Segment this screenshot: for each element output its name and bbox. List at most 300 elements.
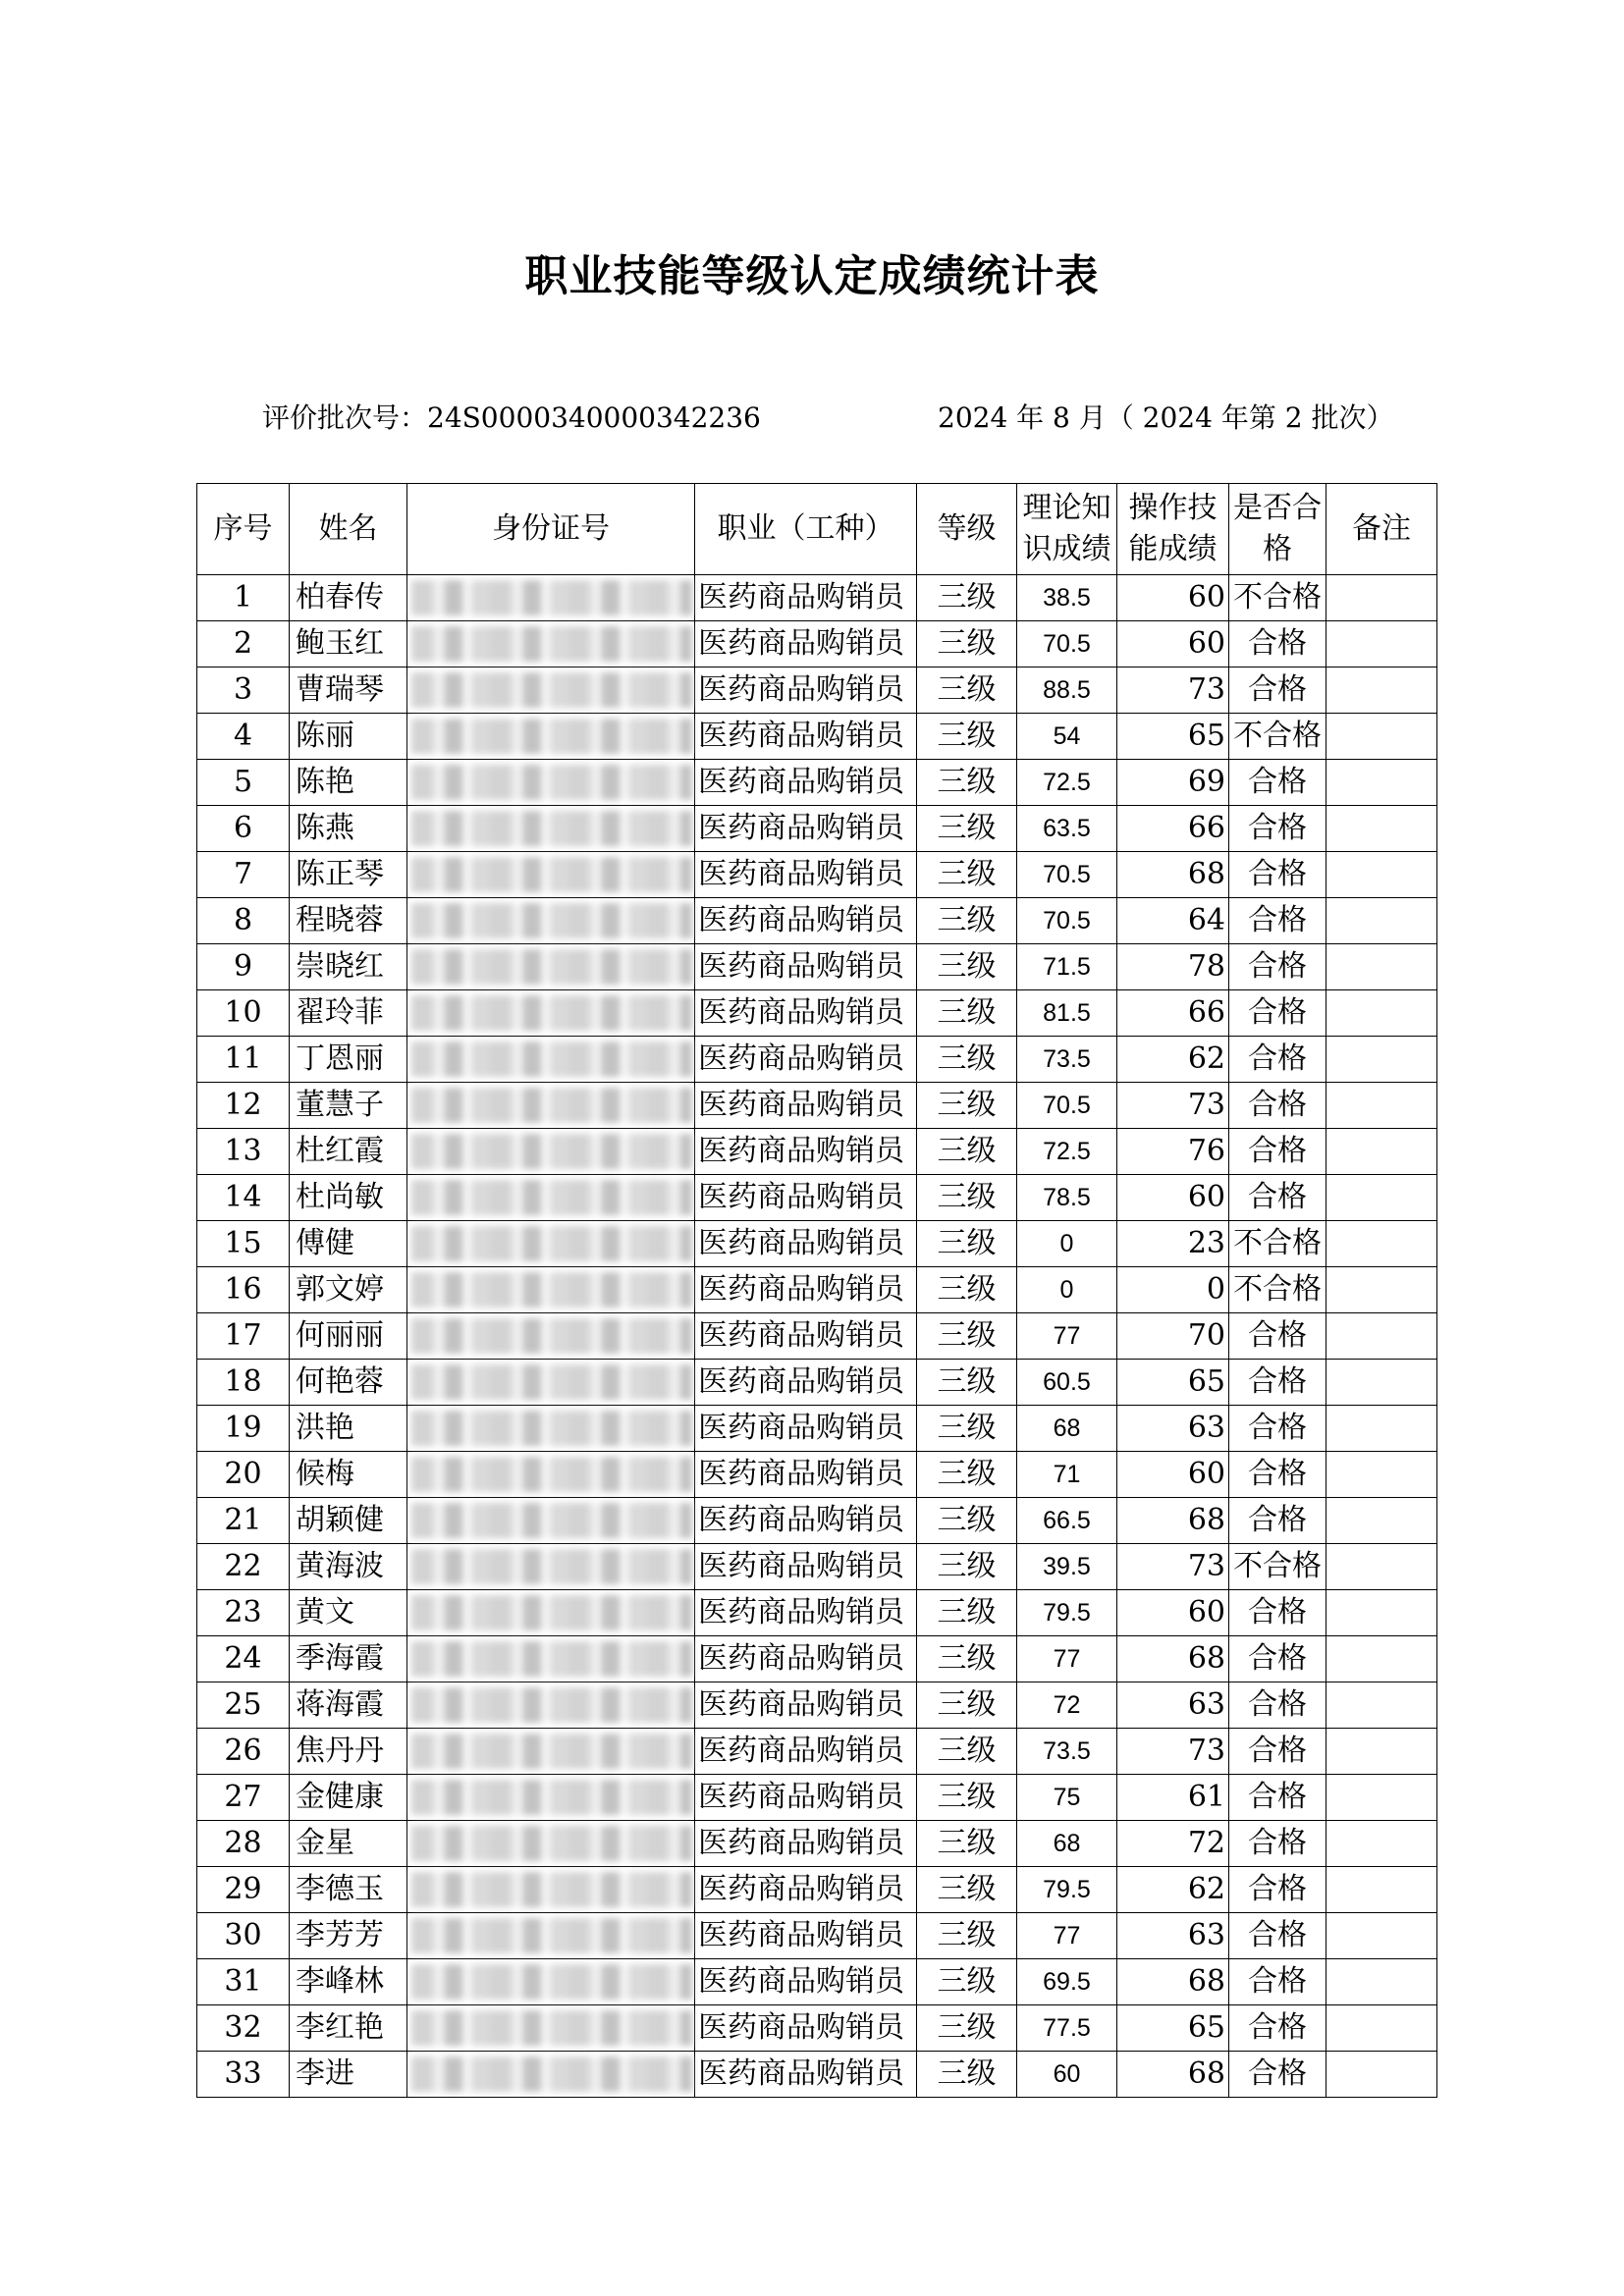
table-row (197, 1175, 1437, 1221)
redacted-id-number (411, 811, 692, 846)
cell-result: 合格 (1229, 898, 1326, 944)
cell-level: 三级 (917, 1037, 1017, 1083)
cell-theory-score: 70.5 (1017, 621, 1117, 667)
cell-result: 合格 (1229, 1867, 1326, 1913)
cell-no: 1 (197, 575, 290, 621)
cell-theory-score: 73.5 (1017, 1037, 1117, 1083)
cell-theory-score: 70.5 (1017, 852, 1117, 898)
cell-remark (1326, 1175, 1437, 1221)
cell-theory-score: 78.5 (1017, 1175, 1117, 1221)
cell-result: 合格 (1229, 667, 1326, 714)
cell-practical-score: 68 (1117, 852, 1229, 898)
cell-name: 丁恩丽 (290, 1037, 407, 1083)
cell-theory-score: 77 (1017, 1636, 1117, 1682)
cell-occupation: 医药商品购销员 (695, 1452, 917, 1498)
cell-remark (1326, 1775, 1437, 1821)
cell-remark (1326, 714, 1437, 760)
redacted-id-number (411, 1918, 692, 1953)
cell-practical-score: 63 (1117, 1682, 1229, 1729)
cell-name: 金星 (290, 1821, 407, 1867)
table-row (197, 1313, 1437, 1360)
cell-result: 合格 (1229, 1129, 1326, 1175)
table-row (197, 1452, 1437, 1498)
cell-result: 合格 (1229, 1682, 1326, 1729)
redacted-id-number (411, 1780, 692, 1815)
cell-id-number (407, 1360, 695, 1406)
redacted-id-number (411, 1734, 692, 1769)
redacted-id-number (411, 903, 692, 938)
cell-remark (1326, 2005, 1437, 2052)
cell-no: 20 (197, 1452, 290, 1498)
cell-level: 三级 (917, 2052, 1017, 2098)
cell-occupation: 医药商品购销员 (695, 852, 917, 898)
cell-level: 三级 (917, 806, 1017, 852)
cell-level: 三级 (917, 1867, 1017, 1913)
cell-remark (1326, 1682, 1437, 1729)
cell-practical-score: 60 (1117, 621, 1229, 667)
cell-id-number (407, 1959, 695, 2005)
cell-practical-score: 73 (1117, 667, 1229, 714)
cell-result: 合格 (1229, 1729, 1326, 1775)
cell-name: 程晓蓉 (290, 898, 407, 944)
cell-level: 三级 (917, 621, 1017, 667)
table-row (197, 1729, 1437, 1775)
cell-id-number (407, 760, 695, 806)
cell-name: 焦丹丹 (290, 1729, 407, 1775)
table-row (197, 1037, 1437, 1083)
table-body (197, 575, 1437, 2098)
table-row (197, 1406, 1437, 1452)
cell-id-number (407, 1452, 695, 1498)
cell-remark (1326, 1037, 1437, 1083)
cell-remark (1326, 1913, 1437, 1959)
cell-result: 不合格 (1229, 1544, 1326, 1590)
cell-remark (1326, 1867, 1437, 1913)
cell-level: 三级 (917, 1360, 1017, 1406)
cell-remark (1326, 806, 1437, 852)
redacted-id-number (411, 2056, 692, 2092)
cell-result: 合格 (1229, 990, 1326, 1037)
cell-level: 三级 (917, 1959, 1017, 2005)
table-row (197, 575, 1437, 621)
cell-name: 蒋海霞 (290, 1682, 407, 1729)
cell-id-number (407, 944, 695, 990)
cell-occupation: 医药商品购销员 (695, 2005, 917, 2052)
cell-no: 10 (197, 990, 290, 1037)
redacted-id-number (411, 1641, 692, 1677)
cell-level: 三级 (917, 1221, 1017, 1267)
header-practical-score-label: 操作技能成绩 (1128, 491, 1218, 566)
cell-result: 不合格 (1229, 575, 1326, 621)
cell-no: 18 (197, 1360, 290, 1406)
cell-practical-score: 0 (1117, 1267, 1229, 1313)
cell-remark (1326, 1498, 1437, 1544)
cell-id-number (407, 1821, 695, 1867)
cell-level: 三级 (917, 1913, 1017, 1959)
redacted-id-number (411, 672, 692, 708)
cell-id-number (407, 1129, 695, 1175)
cell-no: 26 (197, 1729, 290, 1775)
cell-practical-score: 73 (1117, 1083, 1229, 1129)
redacted-id-number (411, 1041, 692, 1077)
cell-theory-score: 71.5 (1017, 944, 1117, 990)
redacted-id-number (411, 719, 692, 754)
cell-theory-score: 77 (1017, 1313, 1117, 1360)
cell-remark (1326, 1729, 1437, 1775)
redacted-id-number (411, 1180, 692, 1215)
table-row (197, 760, 1437, 806)
cell-name: 杜尚敏 (290, 1175, 407, 1221)
redacted-id-number (411, 1272, 692, 1308)
table-row (197, 1636, 1437, 1682)
cell-remark (1326, 1129, 1437, 1175)
cell-practical-score: 70 (1117, 1313, 1229, 1360)
cell-occupation: 医药商品购销员 (695, 1729, 917, 1775)
cell-id-number (407, 1221, 695, 1267)
cell-remark (1326, 575, 1437, 621)
cell-name: 翟玲菲 (290, 990, 407, 1037)
cell-result: 合格 (1229, 1360, 1326, 1406)
cell-id-number (407, 1037, 695, 1083)
cell-theory-score: 63.5 (1017, 806, 1117, 852)
redacted-id-number (411, 2010, 692, 2046)
cell-no: 12 (197, 1083, 290, 1129)
cell-result: 合格 (1229, 1175, 1326, 1221)
header-theory-score-label: 理论知识成绩 (1022, 491, 1111, 566)
cell-result: 合格 (1229, 1959, 1326, 2005)
cell-name: 陈艳 (290, 760, 407, 806)
cell-remark (1326, 1544, 1437, 1590)
cell-no: 22 (197, 1544, 290, 1590)
cell-practical-score: 73 (1117, 1729, 1229, 1775)
redacted-id-number (411, 1457, 692, 1492)
cell-occupation: 医药商品购销员 (695, 1775, 917, 1821)
cell-name: 黄海波 (290, 1544, 407, 1590)
cell-occupation: 医药商品购销员 (695, 806, 917, 852)
cell-id-number (407, 575, 695, 621)
cell-name: 何丽丽 (290, 1313, 407, 1360)
cell-occupation: 医药商品购销员 (695, 1913, 917, 1959)
cell-occupation: 医药商品购销员 (695, 1083, 917, 1129)
cell-result: 合格 (1229, 1083, 1326, 1129)
cell-id-number (407, 990, 695, 1037)
cell-occupation: 医药商品购销员 (695, 1498, 917, 1544)
cell-occupation: 医药商品购销员 (695, 898, 917, 944)
cell-id-number (407, 1867, 695, 1913)
cell-name: 陈燕 (290, 806, 407, 852)
cell-practical-score: 68 (1117, 1498, 1229, 1544)
cell-occupation: 医药商品购销员 (695, 990, 917, 1037)
cell-practical-score: 66 (1117, 990, 1229, 1037)
cell-id-number (407, 1313, 695, 1360)
cell-level: 三级 (917, 1175, 1017, 1221)
cell-id-number (407, 1544, 695, 1590)
cell-theory-score: 72.5 (1017, 760, 1117, 806)
cell-no: 5 (197, 760, 290, 806)
cell-occupation: 医药商品购销员 (695, 1267, 917, 1313)
header-name: 姓名 (290, 484, 407, 575)
cell-no: 9 (197, 944, 290, 990)
table-row (197, 1775, 1437, 1821)
cell-practical-score: 62 (1117, 1867, 1229, 1913)
cell-occupation: 医药商品购销员 (695, 944, 917, 990)
cell-id-number (407, 1682, 695, 1729)
cell-occupation: 医药商品购销员 (695, 1360, 917, 1406)
table-row (197, 1959, 1437, 2005)
redacted-id-number (411, 626, 692, 662)
cell-practical-score: 68 (1117, 1636, 1229, 1682)
cell-theory-score: 75 (1017, 1775, 1117, 1821)
cell-level: 三级 (917, 1129, 1017, 1175)
cell-theory-score: 38.5 (1017, 575, 1117, 621)
cell-name: 李峰林 (290, 1959, 407, 2005)
cell-id-number (407, 1729, 695, 1775)
cell-remark (1326, 898, 1437, 944)
cell-result: 合格 (1229, 806, 1326, 852)
table-row (197, 2052, 1437, 2098)
redacted-id-number (411, 949, 692, 985)
cell-occupation: 医药商品购销员 (695, 667, 917, 714)
header-no: 序号 (197, 484, 290, 575)
table-row (197, 1913, 1437, 1959)
cell-level: 三级 (917, 1636, 1017, 1682)
cell-no: 14 (197, 1175, 290, 1221)
cell-level: 三级 (917, 1498, 1017, 1544)
cell-id-number (407, 1498, 695, 1544)
cell-no: 19 (197, 1406, 290, 1452)
table-row (197, 1129, 1437, 1175)
redacted-id-number (411, 1364, 692, 1400)
cell-theory-score: 66.5 (1017, 1498, 1117, 1544)
cell-name: 曹瑞琴 (290, 667, 407, 714)
table-row (197, 621, 1437, 667)
cell-theory-score: 79.5 (1017, 1590, 1117, 1636)
cell-result: 不合格 (1229, 1267, 1326, 1313)
cell-name: 陈正琴 (290, 852, 407, 898)
cell-no: 13 (197, 1129, 290, 1175)
header-result-label: 是否合格 (1233, 491, 1322, 566)
cell-practical-score: 60 (1117, 575, 1229, 621)
cell-result: 合格 (1229, 1590, 1326, 1636)
cell-name: 李芳芳 (290, 1913, 407, 1959)
cell-practical-score: 63 (1117, 1913, 1229, 1959)
cell-id-number (407, 1775, 695, 1821)
cell-result: 合格 (1229, 1406, 1326, 1452)
cell-name: 洪艳 (290, 1406, 407, 1452)
cell-practical-score: 76 (1117, 1129, 1229, 1175)
cell-level: 三级 (917, 1452, 1017, 1498)
cell-no: 11 (197, 1037, 290, 1083)
cell-result: 合格 (1229, 1037, 1326, 1083)
cell-id-number (407, 621, 695, 667)
cell-occupation: 医药商品购销员 (695, 714, 917, 760)
cell-level: 三级 (917, 667, 1017, 714)
cell-name: 候梅 (290, 1452, 407, 1498)
cell-occupation: 医药商品购销员 (695, 1221, 917, 1267)
redacted-id-number (411, 1687, 692, 1723)
cell-level: 三级 (917, 898, 1017, 944)
cell-practical-score: 69 (1117, 760, 1229, 806)
cell-theory-score: 71 (1017, 1452, 1117, 1498)
cell-practical-score: 60 (1117, 1175, 1229, 1221)
cell-practical-score: 66 (1117, 806, 1229, 852)
cell-remark (1326, 1590, 1437, 1636)
cell-theory-score: 60 (1017, 2052, 1117, 2098)
cell-practical-score: 60 (1117, 1452, 1229, 1498)
cell-theory-score: 88.5 (1017, 667, 1117, 714)
cell-occupation: 医药商品购销员 (695, 621, 917, 667)
cell-theory-score: 39.5 (1017, 1544, 1117, 1590)
cell-occupation: 医药商品购销员 (695, 1175, 917, 1221)
cell-name: 金健康 (290, 1775, 407, 1821)
redacted-id-number (411, 1503, 692, 1538)
table-row (197, 852, 1437, 898)
cell-practical-score: 68 (1117, 1959, 1229, 2005)
cell-name: 何艳蓉 (290, 1360, 407, 1406)
cell-result: 合格 (1229, 1452, 1326, 1498)
cell-no: 31 (197, 1959, 290, 2005)
cell-level: 三级 (917, 2005, 1017, 2052)
cell-no: 3 (197, 667, 290, 714)
cell-name: 杜红霞 (290, 1129, 407, 1175)
cell-practical-score: 72 (1117, 1821, 1229, 1867)
cell-no: 6 (197, 806, 290, 852)
cell-id-number (407, 1083, 695, 1129)
redacted-id-number (411, 765, 692, 800)
header-theory-score (1017, 484, 1117, 575)
redacted-id-number (411, 1134, 692, 1169)
redacted-id-number (411, 1826, 692, 1861)
cell-id-number (407, 667, 695, 714)
table-row (197, 1821, 1437, 1867)
cell-theory-score: 72.5 (1017, 1129, 1117, 1175)
table-row (197, 990, 1437, 1037)
batch-date-label: 2024 年 8 月（ 2024 年第 2 批次） (938, 401, 1394, 434)
cell-remark (1326, 2052, 1437, 2098)
cell-no: 29 (197, 1867, 290, 1913)
cell-theory-score: 0 (1017, 1221, 1117, 1267)
cell-remark (1326, 1313, 1437, 1360)
cell-id-number (407, 1406, 695, 1452)
table-row (197, 1360, 1437, 1406)
header-remark: 备注 (1326, 484, 1437, 575)
cell-no: 30 (197, 1913, 290, 1959)
cell-no: 27 (197, 1775, 290, 1821)
cell-no: 21 (197, 1498, 290, 1544)
cell-remark (1326, 1821, 1437, 1867)
cell-theory-score: 54 (1017, 714, 1117, 760)
cell-id-number (407, 1175, 695, 1221)
cell-result: 合格 (1229, 1313, 1326, 1360)
cell-remark (1326, 1360, 1437, 1406)
cell-id-number (407, 1913, 695, 1959)
header-occupation: 职业（工种） (695, 484, 917, 575)
cell-no: 16 (197, 1267, 290, 1313)
cell-id-number (407, 852, 695, 898)
cell-theory-score: 0 (1017, 1267, 1117, 1313)
cell-practical-score: 64 (1117, 898, 1229, 944)
cell-occupation: 医药商品购销员 (695, 1313, 917, 1360)
cell-practical-score: 62 (1117, 1037, 1229, 1083)
cell-result: 不合格 (1229, 714, 1326, 760)
cell-level: 三级 (917, 714, 1017, 760)
cell-level: 三级 (917, 760, 1017, 806)
table-row (197, 898, 1437, 944)
cell-no: 28 (197, 1821, 290, 1867)
cell-no: 2 (197, 621, 290, 667)
cell-level: 三级 (917, 1729, 1017, 1775)
cell-practical-score: 73 (1117, 1544, 1229, 1590)
score-table (196, 483, 1437, 2098)
cell-name: 鲍玉红 (290, 621, 407, 667)
cell-result: 合格 (1229, 621, 1326, 667)
header-level: 等级 (917, 484, 1017, 575)
table-row (197, 1498, 1437, 1544)
redacted-id-number (411, 1872, 692, 1907)
cell-no: 24 (197, 1636, 290, 1682)
cell-no: 17 (197, 1313, 290, 1360)
cell-theory-score: 69.5 (1017, 1959, 1117, 2005)
cell-no: 23 (197, 1590, 290, 1636)
redacted-id-number (411, 995, 692, 1031)
cell-occupation: 医药商品购销员 (695, 1544, 917, 1590)
redacted-id-number (411, 1318, 692, 1354)
cell-remark (1326, 760, 1437, 806)
cell-level: 三级 (917, 1406, 1017, 1452)
cell-level: 三级 (917, 1267, 1017, 1313)
redacted-id-number (411, 1595, 692, 1630)
cell-no: 4 (197, 714, 290, 760)
cell-occupation: 医药商品购销员 (695, 1590, 917, 1636)
table-row (197, 1590, 1437, 1636)
cell-id-number (407, 1590, 695, 1636)
cell-no: 7 (197, 852, 290, 898)
cell-theory-score: 73.5 (1017, 1729, 1117, 1775)
cell-id-number (407, 714, 695, 760)
cell-result: 合格 (1229, 852, 1326, 898)
redacted-id-number (411, 1964, 692, 2000)
cell-occupation: 医药商品购销员 (695, 2052, 917, 2098)
table-row (197, 2005, 1437, 2052)
cell-remark (1326, 1267, 1437, 1313)
cell-remark (1326, 1221, 1437, 1267)
cell-no: 8 (197, 898, 290, 944)
cell-name: 季海霞 (290, 1636, 407, 1682)
cell-no: 25 (197, 1682, 290, 1729)
cell-theory-score: 81.5 (1017, 990, 1117, 1037)
cell-occupation: 医药商品购销员 (695, 760, 917, 806)
table-row (197, 1544, 1437, 1590)
cell-no: 32 (197, 2005, 290, 2052)
cell-name: 崇晓红 (290, 944, 407, 990)
cell-level: 三级 (917, 1083, 1017, 1129)
cell-name: 郭文婷 (290, 1267, 407, 1313)
cell-level: 三级 (917, 1590, 1017, 1636)
header-row (197, 484, 1437, 575)
cell-result: 合格 (1229, 944, 1326, 990)
cell-occupation: 医药商品购销员 (695, 1636, 917, 1682)
cell-remark (1326, 1083, 1437, 1129)
table-row (197, 1682, 1437, 1729)
cell-occupation: 医药商品购销员 (695, 1867, 917, 1913)
cell-remark (1326, 1959, 1437, 2005)
cell-result: 合格 (1229, 1775, 1326, 1821)
cell-name: 黄文 (290, 1590, 407, 1636)
cell-level: 三级 (917, 1682, 1017, 1729)
cell-remark (1326, 667, 1437, 714)
cell-id-number (407, 2005, 695, 2052)
cell-name: 柏春传 (290, 575, 407, 621)
